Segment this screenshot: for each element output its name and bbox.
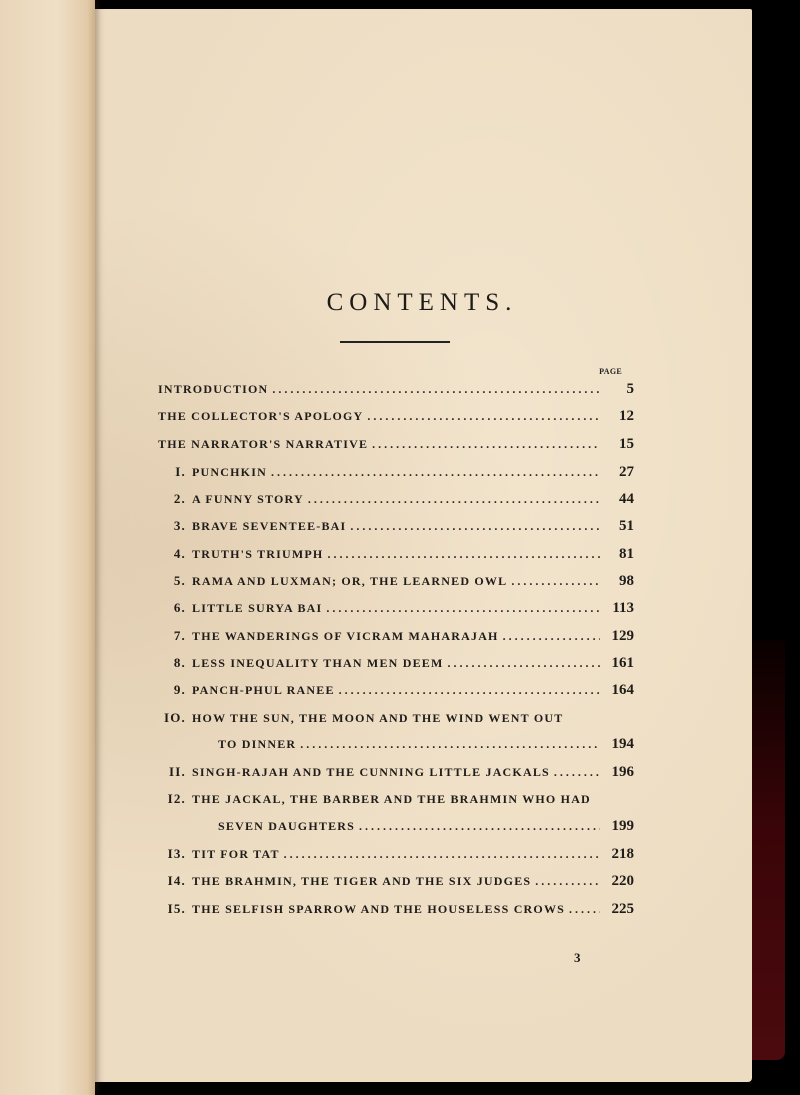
toc-entry <box>158 731 634 758</box>
entry-number: I3. <box>167 846 186 862</box>
toc-entry <box>158 704 634 731</box>
entry-number: I2. <box>167 791 186 807</box>
entry-number: I4. <box>167 873 186 889</box>
toc-entry <box>158 485 634 512</box>
entry-title: A FUNNY STORY <box>192 492 304 507</box>
entry-title: HOW THE SUN, THE MOON AND THE WIND WENT OUT <box>192 710 564 725</box>
entry-number: 7. <box>173 627 186 643</box>
entry-page-number: 44 <box>619 491 634 508</box>
dot-leader <box>372 431 600 458</box>
dot-leader <box>503 623 600 650</box>
entry-title: TO DINNER <box>218 736 297 751</box>
toc-entry <box>158 758 634 785</box>
dot-leader <box>448 650 600 677</box>
entry-page-number: 113 <box>612 600 634 617</box>
toc-entry <box>158 512 634 539</box>
entry-title: THE JACKAL, THE BARBER AND THE BRAHMIN WHO HAD <box>192 792 591 807</box>
toc-entry <box>158 376 634 403</box>
page-title: CONTENTS. <box>326 288 518 316</box>
entry-page-number: 196 <box>611 764 634 781</box>
entry-page-number: 5 <box>626 381 634 397</box>
entry-page-number: 199 <box>611 817 634 834</box>
entry-number: II. <box>169 764 186 780</box>
title-rule <box>340 341 450 343</box>
toc-entry <box>158 431 634 458</box>
table-of-contents <box>158 376 634 922</box>
entry-page-number: 15 <box>619 435 634 452</box>
dot-leader <box>326 595 600 622</box>
dot-leader <box>308 486 600 513</box>
entry-page-number: 225 <box>611 900 634 917</box>
toc-entry <box>158 403 634 430</box>
entry-title: RAMA AND LUXMAN; OR, THE LEARNED OWL <box>192 574 508 589</box>
entry-number: 9. <box>173 682 186 698</box>
dot-leader <box>271 459 600 486</box>
entry-number: 4. <box>173 545 186 561</box>
dot-leader <box>367 403 600 430</box>
entry-number: I5. <box>167 900 186 916</box>
entry-number: 5. <box>173 573 186 589</box>
entry-title: THE BRAHMIN, THE TIGER AND THE SIX JUDGES <box>192 874 532 889</box>
entry-number: 8. <box>173 654 186 670</box>
entry-title: THE SELFISH SPARROW AND THE HOUSELESS CROWS <box>192 901 566 916</box>
page-column-label: PAGE <box>599 367 622 376</box>
entry-title: LITTLE SURYA BAI <box>192 601 323 616</box>
entry-page-number: 98 <box>619 573 634 590</box>
dot-leader <box>554 759 600 786</box>
entry-page-number: 218 <box>611 846 634 863</box>
toc-entry <box>158 840 634 867</box>
dot-leader <box>327 541 600 568</box>
entry-page-number: 27 <box>619 463 634 480</box>
entry-title: INTRODUCTION <box>158 382 269 396</box>
entry-number: 3. <box>173 518 186 534</box>
dot-leader <box>535 868 600 895</box>
dot-leader <box>284 841 600 868</box>
dot-leader <box>511 568 600 595</box>
entry-page-number: 129 <box>611 627 634 644</box>
toc-entry <box>158 676 634 703</box>
entry-page-number: 194 <box>611 735 634 752</box>
toc-entry <box>158 594 634 621</box>
toc-entry <box>158 785 634 812</box>
entry-number: IO. <box>163 709 186 725</box>
entry-title: THE NARRATOR'S NARRATIVE <box>158 436 369 451</box>
dot-leader <box>569 896 600 923</box>
entry-title: BRAVE SEVENTEE-BAI <box>192 519 347 534</box>
entry-title: SINGH-RAJAH AND THE CUNNING LITTLE JACKALS <box>192 765 550 780</box>
dot-leader <box>359 813 600 840</box>
toc-entry <box>158 567 634 594</box>
dot-leader <box>272 376 600 403</box>
entry-title: PANCH-PHUL RANEE <box>192 683 335 698</box>
entry-page-number: 81 <box>619 545 634 562</box>
entry-title: THE WANDERINGS OF VICRAM MAHARAJAH <box>192 628 499 643</box>
entry-number: 6. <box>173 600 186 616</box>
entry-title: PUNCHKIN <box>192 464 267 479</box>
entry-title: TRUTH'S TRIUMPH <box>192 546 324 561</box>
dot-leader <box>300 731 600 758</box>
entry-title: SEVEN DAUGHTERS <box>218 818 356 833</box>
entry-title: TIT FOR TAT <box>192 847 280 862</box>
dot-leader <box>339 677 600 704</box>
toc-entry <box>158 895 634 922</box>
facing-page-edge <box>0 0 95 1095</box>
entry-page-number: 164 <box>611 682 634 699</box>
page-number: 3 <box>574 950 581 965</box>
entry-page-number: 161 <box>611 654 634 671</box>
toc-entry <box>158 622 634 649</box>
toc-entry <box>158 813 634 840</box>
toc-entry <box>158 458 634 485</box>
entry-number: 2. <box>173 491 186 507</box>
toc-entry <box>158 649 634 676</box>
entry-page-number: 220 <box>611 873 634 890</box>
entry-page-number: 51 <box>619 518 634 535</box>
toc-entry <box>158 867 634 894</box>
entry-title: THE COLLECTOR'S APOLOGY <box>158 409 364 424</box>
dot-leader <box>350 513 600 540</box>
entry-title: LESS INEQUALITY THAN MEN DEEM <box>192 655 444 670</box>
entry-number: I. <box>175 463 186 479</box>
toc-entry <box>158 540 634 567</box>
entry-page-number: 12 <box>619 408 634 425</box>
